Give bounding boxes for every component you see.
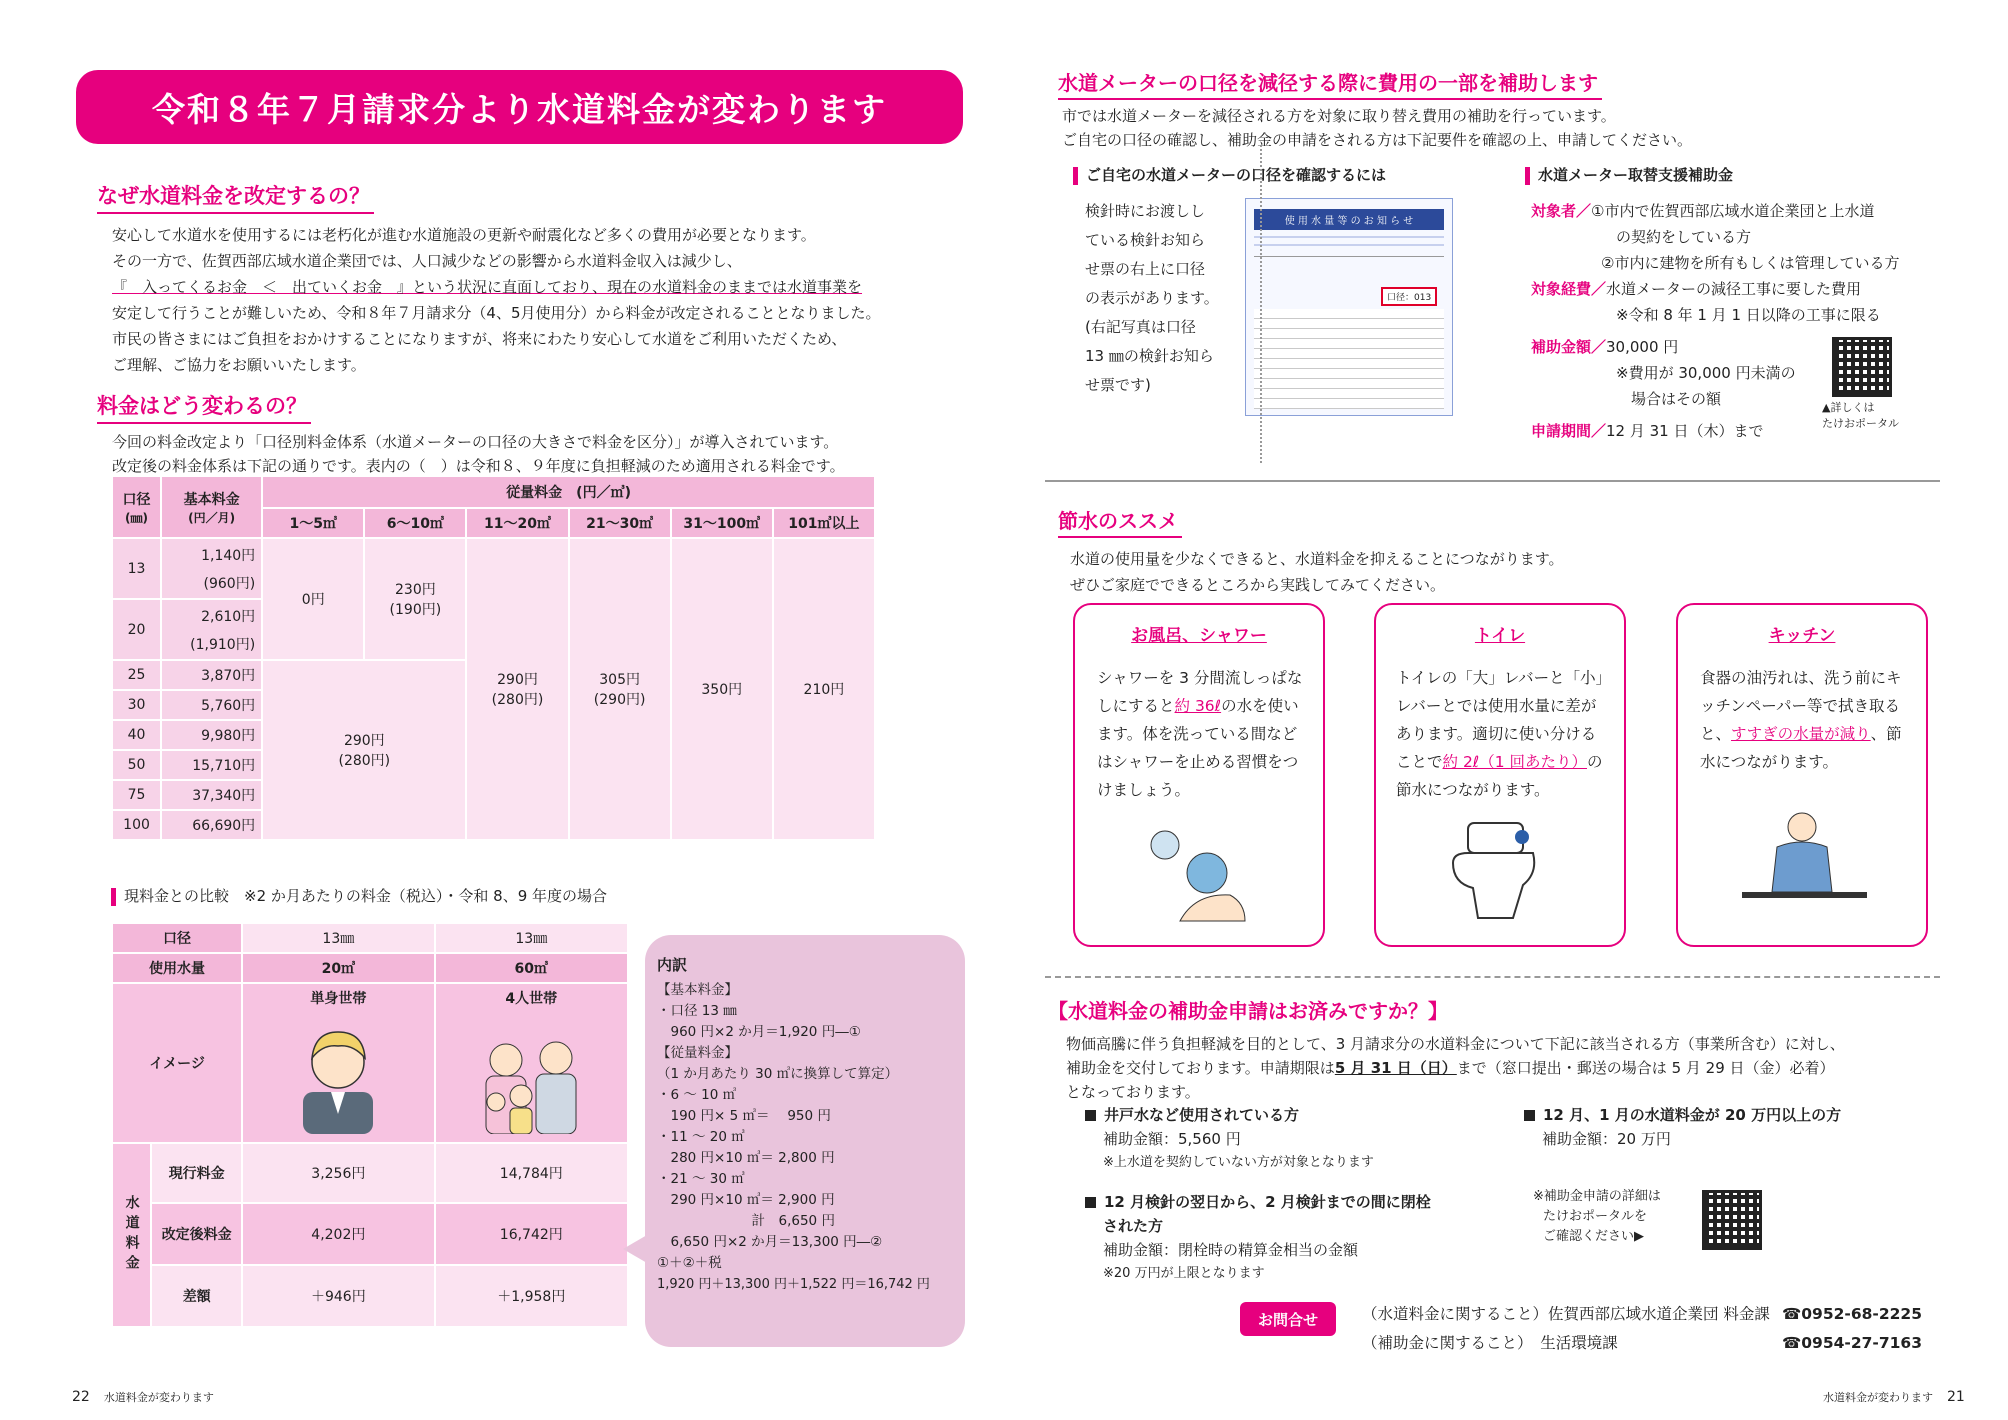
col1-revised: 4,202円 — [242, 1203, 435, 1265]
check-line: 13 ㎜の検針お知ら — [1085, 347, 1214, 365]
why-line: 市民の皆さまにはご負担をおかけすることになりますが、将来にわたり安心して水道をご利用いただくため、 — [112, 330, 847, 348]
th-diameter: 口径 — [122, 491, 151, 508]
household-single: 単身世帯 — [310, 991, 367, 1007]
row-fee: 1,140円 — [201, 547, 256, 564]
cell-small-1-5: 0円 — [262, 538, 364, 660]
save-line: 水道の使用量を少なくできると、水道料金を抑えることにつながります。 — [1070, 550, 1564, 568]
col2-revised: 16,742円 — [435, 1203, 628, 1265]
check-line: ている検針お知ら — [1085, 231, 1206, 249]
row-fee: 37,340円 — [161, 780, 262, 810]
row-diameter: 100 — [112, 810, 161, 840]
check-line: せ票です) — [1085, 376, 1151, 394]
th-range: 6～10㎥ — [364, 508, 466, 538]
check-line: 検針時にお渡しし — [1085, 202, 1206, 220]
cell-21-30-sub: (290円) — [593, 692, 646, 708]
save-line: ぜひご家庭でできるところから実践してみてください。 — [1070, 576, 1446, 594]
amount-text: 30,000 円 — [1606, 338, 1679, 356]
grant-item-large — [1524, 1103, 1841, 1151]
left-footer — [72, 1389, 214, 1405]
th-range: 101㎥以上 — [773, 508, 875, 538]
save-section — [1058, 505, 1564, 598]
contact-row-1-tel[interactable]: ☎0952-68-2225 — [1781, 1305, 1922, 1323]
bath-text-b: の水を使います。体を洗っている間などはシャワーを止める習慣をつけましょう。 — [1097, 697, 1299, 799]
row-diameter: 75 — [112, 780, 161, 810]
right-footer — [1823, 1389, 1965, 1405]
notice-title: 使 用 水 量 等 の お 知 ら せ — [1254, 209, 1444, 230]
compare-heading-text: 現料金との比較 ※2 か月あたりの料金（税込）・令和 8、9 年度の場合 — [124, 887, 608, 905]
breakdown-box — [645, 935, 965, 1347]
cost-note: ※令和 8 年 1 月 1 日以降の工事に限る — [1616, 306, 1881, 324]
row-fee: 5,760円 — [161, 690, 262, 720]
toilet-text-a: トイレの「大」レバーと「小」レバーとでは使用水量に差があります。適切に使い分けることで — [1396, 669, 1604, 771]
section-divider-2 — [1045, 976, 1940, 978]
amount-label: 補助金額／ — [1531, 338, 1607, 356]
breakdown-line: （1 か月あたり 30 ㎥に換算して算定） — [657, 1066, 899, 1082]
target-1: ①市内で佐賀西部広域水道企業団と上水道 — [1591, 202, 1875, 220]
compare-heading — [111, 885, 607, 906]
breakdown-line: ・11 ～ 20 ㎥ — [657, 1129, 745, 1145]
grant-deadline: 5 月 31 日（日） — [1334, 1059, 1457, 1077]
grant-line-1: 物価高騰に伴う負担軽減を目的として、3 月請求分の水道料金について下記に該当される方（事業所含む）に対し、 — [1066, 1035, 1845, 1053]
th-usage: 従量料金 (円／㎥) — [262, 476, 875, 508]
grant-item-note: ※20 万円が上限となります — [1103, 1266, 1265, 1281]
right-page-number: 21 — [1947, 1389, 1965, 1405]
breakdown-line: 【従量料金】 — [657, 1045, 738, 1061]
th-base-unit: (円／月) — [188, 510, 236, 525]
subsidy-title-text: 水道メーター取替支援補助金 — [1538, 166, 1734, 184]
breakdown-line: ・6 ～ 10 ㎥ — [657, 1087, 737, 1103]
heading-bar — [111, 888, 116, 906]
household-family: 4人世帯 — [505, 991, 558, 1007]
th-range: 11～20㎥ — [466, 508, 568, 538]
grant-item-amount: 補助金額：5,560 円 — [1103, 1130, 1241, 1148]
breakdown-line: 計 6,650 円 — [657, 1213, 835, 1229]
toilet-emph: 約 2ℓ（1 回あたり） — [1442, 753, 1587, 771]
label-image: イメージ — [112, 983, 242, 1143]
row-fee-sub: (960円) — [203, 575, 256, 592]
grant-qr-text — [1533, 1187, 1661, 1247]
cell-101: 210円 — [773, 538, 875, 840]
contact-row-1-topic: （水道料金に関すること）佐賀西部広域水道企業団 料金課 — [1362, 1305, 1770, 1323]
th-diameter-unit: (㎜) — [125, 510, 149, 525]
contact-row-2-tel[interactable]: ☎0954-27-7163 — [1781, 1334, 1922, 1352]
label-revised: 改定後料金 — [151, 1203, 242, 1265]
compare-table — [111, 922, 629, 1328]
row-fee: 3,870円 — [161, 660, 262, 690]
contact-label: お問合せ — [1240, 1302, 1336, 1336]
how-section — [97, 390, 845, 478]
toilet-card — [1374, 603, 1626, 947]
single-person-illustration — [283, 1014, 393, 1134]
col1-diameter: 13㎜ — [242, 923, 435, 953]
row-diameter: 40 — [112, 720, 161, 750]
row-diameter: 13 — [112, 538, 161, 599]
cost-text: 水道メーターの減径工事に要した費用 — [1606, 280, 1862, 298]
breakdown-line: 280 円×10 ㎥＝ 2,800 円 — [657, 1150, 835, 1166]
grant-line-3: となっております。 — [1066, 1083, 1200, 1101]
kitchen-card-title: キッチン — [1768, 626, 1836, 646]
meter-section — [1058, 67, 1692, 152]
kitchen-text-b: 、節水につながります。 — [1700, 725, 1902, 771]
period-label: 申請期間／ — [1531, 422, 1607, 440]
contact-row-2-topic: （補助金に関すること） 生活環境課 — [1362, 1334, 1618, 1352]
cell-large-1-10: 290円 — [343, 733, 385, 749]
meter-line: 市では水道メーターを減径される方を対象に取り替え費用の補助を行っています。 — [1062, 107, 1616, 125]
row-diameter: 30 — [112, 690, 161, 720]
check-title — [1073, 164, 1386, 185]
meter-title: 水道メーターの口径を減径する際に費用の一部を補助します — [1058, 67, 1602, 100]
why-title: なぜ水道料金を改定するの？ — [97, 180, 374, 214]
grant-qr-text-3: ご確認ください▶ — [1543, 1229, 1644, 1244]
cell-11-20: 290円 — [497, 672, 538, 688]
breakdown-line: 960 円×2 か月＝1,920 円―① — [657, 1024, 861, 1040]
target-label: 対象者／ — [1531, 202, 1592, 220]
row-fee: 9,980円 — [161, 720, 262, 750]
how-line: 今回の料金改定より「口径別料金体系（水道メーターの口径の大きさで料金を区分）」が導入されています。 — [112, 433, 839, 451]
meter-qr-note — [1822, 400, 1899, 432]
check-line: の表示があります。 — [1085, 289, 1219, 307]
kitchen-card — [1676, 603, 1928, 947]
label-fee-vertical: 水道料金 — [112, 1143, 151, 1327]
label-diff: 差額 — [151, 1265, 242, 1327]
meter-notice-slip — [1245, 198, 1453, 416]
why-line: その一方で、佐賀西部広域水道企業団では、人口減少などの影響から水道料金収入は減少し、 — [112, 252, 742, 270]
col2-diff: ＋1,958円 — [435, 1265, 628, 1327]
bath-text-a: シャワーを 3 分間流しっぱなしにすると — [1097, 669, 1303, 715]
grant-title: 【水道料金の補助金申請はお済みですか？】 — [1048, 999, 1448, 1023]
row-fee: 66,690円 — [161, 810, 262, 840]
grant-qr-text-1: ※補助金申請の詳細は — [1533, 1189, 1661, 1204]
cell-11-20-sub: (280円) — [491, 692, 544, 708]
shower-illustration — [1135, 823, 1265, 923]
row-fee: 2,610円 — [201, 608, 256, 625]
row-fee: 15,710円 — [161, 750, 262, 780]
toilet-card-title: トイレ — [1474, 626, 1526, 646]
meter-divider — [1260, 145, 1263, 463]
how-title: 料金はどう変わるの？ — [97, 390, 311, 424]
why-section — [97, 180, 881, 378]
grant-item-title: 井戸水など使用されている方 — [1104, 1106, 1300, 1124]
left-footer-title: 水道料金が変わります — [103, 1391, 214, 1404]
col2-current: 14,784円 — [435, 1143, 628, 1203]
breakdown-line: ①＋②＋税 — [657, 1255, 722, 1271]
left-page-number: 22 — [72, 1389, 90, 1405]
row-diameter: 20 — [112, 599, 161, 660]
fee-table — [111, 475, 876, 841]
grant-item-title: 12 月、1 月の水道料金が 20 万円以上の方 — [1543, 1106, 1842, 1124]
breakdown-line: 【基本料金】 — [657, 982, 738, 998]
right-footer-title: 水道料金が変わります — [1823, 1391, 1933, 1404]
grant-qr-code[interactable] — [1702, 1190, 1762, 1250]
cell-small-6-10-sub: (190円) — [389, 602, 442, 618]
kitchen-emph: すすぎの水量が減り — [1731, 725, 1871, 743]
col1-current: 3,256円 — [242, 1143, 435, 1203]
grant-item-note: ※上水道を契約していない方が対象となります — [1103, 1155, 1374, 1170]
section-divider — [1045, 480, 1940, 482]
how-line: 改定後の料金体系は下記の通りです。表内の（ ）は令和８、９年度に負担軽減のため適用される料金です。 — [112, 457, 845, 475]
th-range: 21～30㎥ — [569, 508, 671, 538]
bath-emph: 約 36ℓ — [1174, 697, 1222, 715]
cell-21-30: 305円 — [599, 672, 640, 688]
qr-note-1: ▲詳しくは — [1822, 401, 1875, 414]
col1-usage: 20㎥ — [242, 953, 435, 983]
target-1b: の契約をしている方 — [1616, 228, 1752, 246]
toilet-illustration — [1438, 813, 1548, 923]
check-line: せ票の右上に口径 — [1085, 260, 1206, 278]
cell-small-6-10: 230円 — [395, 582, 436, 598]
label-current: 現行料金 — [151, 1143, 242, 1203]
grant-item-title: 12 月検針の翌日から、2 月検針までの間に閉栓 — [1104, 1193, 1431, 1211]
bath-card-title: お風呂、シャワー — [1131, 626, 1267, 646]
why-line: 『 入ってくるお金 ＜ 出ていくお金 』という状況に直面しており、現在の水道料金のままでは水道事業を — [112, 278, 863, 296]
breakdown-line: 1,920 円＋13,300 円＋1,522 円＝16,742 円 — [657, 1277, 930, 1292]
qr-note-2: たけおポータル — [1822, 417, 1899, 430]
breakdown-line: 190 円× 5 ㎥＝ 950 円 — [657, 1108, 831, 1124]
bath-card — [1073, 603, 1325, 947]
label-diameter: 口径 — [112, 923, 242, 953]
breakdown-title: 内訳 — [657, 956, 688, 974]
contact-rows — [1362, 1300, 1922, 1358]
kitchen-text-a: 食器の油汚れは、洗う前にキッチンペーパー等で拭き取ると、 — [1700, 669, 1902, 743]
label-usage: 使用水量 — [112, 953, 242, 983]
family-illustration — [466, 1014, 596, 1134]
breakdown-line: ・口径 13 ㎜ — [657, 1003, 737, 1019]
kitchen-illustration — [1732, 807, 1872, 917]
amount-note-2: 場合はその額 — [1631, 390, 1722, 408]
bubble-pointer — [623, 1235, 647, 1263]
why-line: ご理解、ご協力をお願いいたします。 — [112, 356, 366, 374]
row-diameter: 50 — [112, 750, 161, 780]
toilet-text-b: の節水につながります。 — [1396, 753, 1603, 799]
page-banner: 令和８年７月請求分より水道料金が変わります — [76, 70, 963, 144]
check-title-text: ご自宅の水道メーターの口径を確認するには — [1086, 166, 1387, 184]
row-fee-sub: (1,910円) — [190, 636, 256, 653]
breakdown-line: 290 円×10 ㎥＝ 2,900 円 — [657, 1192, 835, 1208]
col2-usage: 60㎥ — [435, 953, 628, 983]
grant-qr-text-2: たけおポータルを — [1543, 1209, 1648, 1224]
th-base: 基本料金 — [183, 491, 240, 508]
grant-item-closed — [1085, 1190, 1431, 1286]
meter-line: ご自宅の口径の確認し、補助金の申請をされる方は下記要件を確認の上、申請してください。 — [1062, 131, 1693, 149]
grant-item-amount: 補助金額：閉栓時の精算金相当の金額 — [1103, 1241, 1359, 1259]
row-diameter: 25 — [112, 660, 161, 690]
subsidy-title — [1525, 164, 1733, 185]
why-line: 安心して水道水を使用するには老朽化が進む水道施設の更新や耐震化など多くの費用が必要となります。 — [112, 226, 816, 244]
grant-line-2c: まで（窓口提出・郵送の場合は 5 月 29 日（金）必着） — [1456, 1059, 1835, 1077]
col2-diameter: 13㎜ — [435, 923, 628, 953]
check-text — [1085, 197, 1235, 400]
grant-item-well — [1085, 1103, 1374, 1175]
target-2: ②市内に建物を所有もしくは管理している方 — [1601, 254, 1900, 272]
th-range: 31～100㎥ — [671, 508, 773, 538]
breakdown-line: ・21 ～ 30 ㎥ — [657, 1171, 745, 1187]
cell-large-1-10-sub: (280円) — [338, 753, 391, 769]
meter-qr-code[interactable] — [1832, 337, 1892, 397]
save-title: 節水のススメ — [1058, 505, 1182, 538]
notice-diameter: 口径：013 — [1381, 287, 1437, 306]
breakdown-line: 6,650 円×2 か月＝13,300 円―② — [657, 1234, 883, 1250]
cost-label: 対象経費／ — [1531, 280, 1607, 298]
grant-item-amount: 補助金額：20 万円 — [1542, 1130, 1671, 1148]
amount-note-1: ※費用が 30,000 円未満の — [1616, 364, 1796, 382]
check-line: (右記写真は口径 — [1085, 318, 1196, 336]
cell-31-100: 350円 — [671, 538, 773, 840]
th-range: 1～5㎥ — [262, 508, 364, 538]
period-text: 12 月 31 日（木）まで — [1606, 422, 1764, 440]
why-line: 安定して行うことが難しいため、令和８年７月請求分（4、5月使用分）から料金が改定されることとなりました。 — [112, 304, 881, 322]
grant-line-2a: 補助金を交付しております。申請期限は — [1066, 1059, 1335, 1077]
col1-diff: ＋946円 — [242, 1265, 435, 1327]
grant-body — [1066, 1032, 1956, 1104]
grant-item-title-2: された方 — [1103, 1217, 1164, 1235]
